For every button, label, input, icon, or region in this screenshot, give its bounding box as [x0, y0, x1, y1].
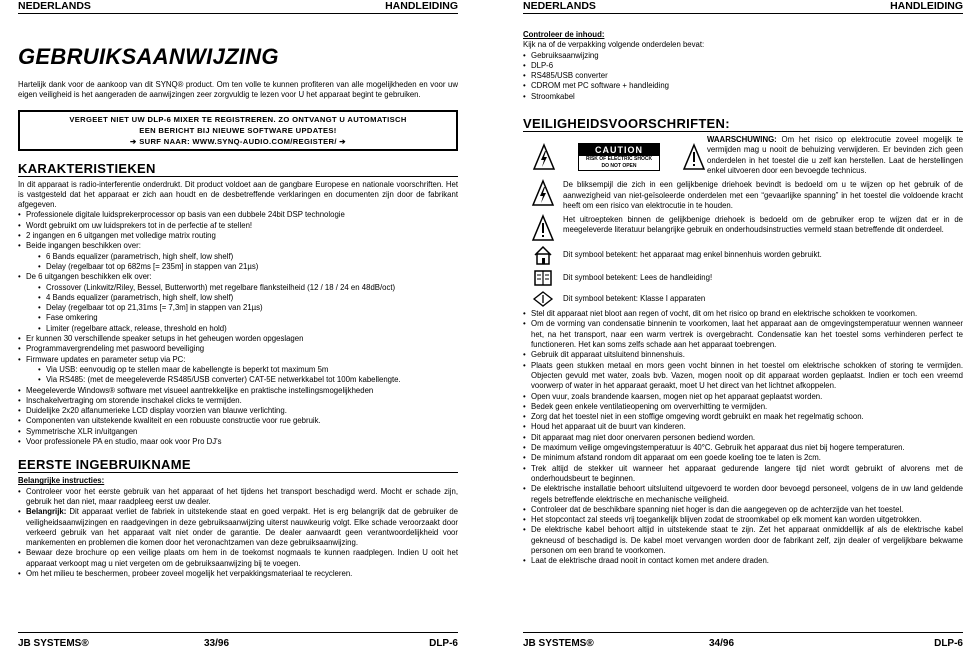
exclamation-triangle-icon	[532, 215, 554, 241]
list-item: • Houd het apparaat uit de buurt van kinderen.	[523, 422, 963, 432]
list-item: • Componenten van uitstekende kwaliteit en een robuuste constructie voor rue gebruik.	[18, 416, 458, 426]
caution-label-graphic	[523, 135, 707, 171]
footer-page-number: 34/96	[709, 638, 735, 649]
right-page	[523, 0, 963, 654]
list-item: • CDROM met PC software + handleiding	[523, 81, 963, 91]
list-item: • Bedek geen enkele ventilatieopening om oververhitting te vermijden.	[523, 402, 963, 412]
contents-intro: Kijk na of de verpakking volgende onderdelen bevat:	[523, 40, 705, 50]
section-heading-first-use: EERSTE INGEBRUIKNAME	[18, 457, 458, 473]
warning-text: Om het risico op elektrocutie zoveel mogelijk te vermijden mag u nooit de behuizing verwijderen. Er bevinden zich geen onderdelen in het toestel die u zelf kan herstellen. Laat de herstellingen enkel uitvoeren door een bevoegde technicus.	[707, 135, 963, 175]
sub-list-item: • Via USB: eenvoudig op te stellen maar de kabellengte is beperkt tot maximum 5m	[38, 365, 458, 375]
notice-line-2: EEN BERICHT BIJ NIEUWE SOFTWARE UPDATES!	[139, 125, 337, 135]
symbol-row-class1	[523, 291, 963, 307]
list-item: • RS485/USB converter	[523, 71, 963, 81]
warning-label: WAARSCHUWING:	[707, 135, 777, 145]
list-item: • Professionele digitale luidsprekerprocessor op basis van een dubbele 24bit DSP technologie	[18, 210, 458, 220]
list-item: • Meegeleverde Windows® software met visueel aantrekkelijke en praktische instellingsmogelijkheden	[18, 386, 458, 396]
footer-brand: JB SYSTEMS®	[523, 638, 594, 649]
sub-list-item: • Delay (regelbaar tot op 682ms [= 235m] in stappen van 21µs)	[38, 262, 458, 272]
sub-list-item: • 4 Bands equalizer (parametrisch, high shelf, low shelf)	[38, 293, 458, 303]
lightning-triangle-icon	[533, 144, 555, 170]
list-item: • De maximum veilige omgevingstemperatuur is 40°C. Gebruik het apparaat dus niet bij hogere temperaturen.	[523, 443, 963, 453]
list-item: • Dit apparaat mag niet door onervaren personen bediend worden.	[523, 433, 963, 443]
list-item: • Het stopcontact zal steeds vrij toegankelijk blijven zodat de stroomkabel op elk moment kan worden uitgetrokken.	[523, 515, 963, 525]
list-item: • Symmetrische XLR in/uitgangen	[18, 427, 458, 437]
caution-title: CAUTION	[579, 144, 659, 156]
footer-model: DLP-6	[429, 638, 458, 649]
house-icon	[533, 245, 553, 265]
safety-list	[523, 309, 963, 566]
warning-paragraph	[707, 135, 963, 176]
sub-list-item: • 6 Bands equalizer (parametrisch, high shelf, low shelf)	[38, 252, 458, 262]
features-list	[18, 210, 458, 447]
page-header	[523, 0, 963, 14]
right-body	[523, 30, 963, 567]
left-page	[18, 0, 458, 654]
list-item: • Voor professionele PA en studio, maar ook voor Pro DJ's	[18, 437, 458, 447]
list-item-text: Firmware updates en parameter setup via PC:	[26, 354, 186, 364]
page-header	[18, 0, 458, 14]
header-doc-type: HANDLEIDING	[385, 0, 458, 12]
contents-heading: Controleer de inhoud:	[523, 30, 605, 39]
list-item: • Programmavergrendeling met paswoord beveiliging	[18, 344, 458, 354]
list-item: • Duidelijke 2x20 alfanumerieke LCD display voorzien van blauwe verlichting.	[18, 406, 458, 416]
symbol-row-exclamation	[523, 215, 963, 241]
list-item: • Zorg dat het toestel niet in een stoffige omgeving wordt gebruikt en maak het regelmatig schoon.	[523, 412, 963, 422]
section-heading-features: KARAKTERISTIEKEN	[18, 161, 458, 177]
intro-paragraph: Hartelijk dank voor de aankoop van dit SYNQ® product. Om ten volle te kunnen profiteren van alle mogelijkheden en voor uw eigen veiligheid is het aangeraden de aanwijzingen zeer zorgvuldig te lezen voor U het apparaat begint te gebruiken.	[18, 80, 458, 100]
caution-sub-2: DO NOT OPEN	[601, 163, 637, 170]
footer-model: DLP-6	[934, 638, 963, 649]
symbol-text: Dit symbool betekent: Klasse I apparaten	[563, 294, 706, 303]
list-item: • Controleer dat de beschikbare spanning niet hoger is dan die aangegeven op de achterzijde van het toestel.	[523, 505, 963, 515]
list-item: • Stel dit apparaat niet bloot aan regen of vocht, dit om het risico op brand en elektrische schokken te voorkomen.	[523, 309, 963, 319]
class-one-icon	[533, 291, 553, 307]
lightning-triangle-icon	[532, 180, 554, 206]
symbol-row-indoor	[523, 245, 963, 265]
list-item	[18, 241, 458, 272]
symbol-row-manual	[523, 269, 963, 287]
list-item-text: De 6 uitgangen beschikken elk over:	[26, 272, 152, 282]
caution-sub-1: RISK OF ELECTRIC SHOCK	[585, 156, 653, 163]
page-footer	[18, 632, 458, 654]
page-footer	[523, 632, 963, 654]
list-item: • Open vuur, zoals brandende kaarsen, mogen niet op het apparaat geplaatst worden.	[523, 392, 963, 402]
sub-list-item: • Via RS485: (met de meegeleverde RS485/USB converter) CAT-5E netwerkkabel tot 100m kabellengte.	[38, 375, 458, 385]
list-item-text: Beide ingangen beschikken over:	[26, 241, 141, 251]
footer-page-number: 33/96	[204, 638, 230, 649]
symbol-text: Dit symbool betekent: Lees de handleiding!	[563, 273, 713, 282]
symbol-text: Dit symbool betekent: het apparaat mag enkel binnenhuis worden gebruikt.	[563, 250, 822, 259]
important-label: Belangrijk:	[26, 507, 67, 517]
list-item: • Trek altijd de stekker uit wanneer het apparaat gedurende langere tijd niet wordt gebruikt of alvorens met de onderhoudsbeurt te beginnen.	[523, 464, 963, 485]
caution-block	[523, 135, 963, 176]
sub-list-item: • Crossover (Linkwitz/Riley, Bessel, Butterworth) met regelbare flanksteilheid (12 / 18 / 24 en 48dB/oct)	[38, 283, 458, 293]
list-item: • Inschakelvertraging om storende inschakel clicks te vermijden.	[18, 396, 458, 406]
list-item: • Om de vorming van condensatie binnenin te voorkomen, laat het apparaat aan de omgevingstemperatuur wennen wanneer het, na het transport, naar een warm vertrek is overgebracht. Condensatie kan het toestel soms verhinderen perfect te functioneren. Het kan soms zelfs schade aan het apparaat toebrengen.	[523, 319, 963, 350]
notice-line-3: ➔ SURF NAAR: WWW.SYNQ-AUDIO.COM/REGISTER/ ➔	[130, 136, 346, 146]
registration-notice	[18, 110, 458, 151]
list-item: • Gebruiksaanwijzing	[523, 51, 963, 61]
first-use-list	[18, 487, 458, 580]
contents-list	[523, 51, 963, 102]
book-icon	[533, 269, 553, 287]
sub-list-item: • Limiter (regelbare attack, release, threshold en hold)	[38, 324, 458, 334]
section-heading-safety: VEILIGHEIDSVOORSCHRIFTEN:	[523, 116, 963, 132]
header-language: NEDERLANDS	[523, 0, 596, 12]
list-item: • De elektrische installatie behoort uitsluitend uitgevoerd te worden door bevoegd personeel, volgens de in uw land geldende regels betreffende elektrische en mechanische veiligheid.	[523, 484, 963, 505]
subheading-instructions: Belangrijke instructies:	[18, 476, 105, 486]
list-item: • DLP-6	[523, 61, 963, 71]
exclamation-triangle-icon	[683, 144, 705, 170]
list-item: • Laat de elektrische draad nooit in contact komen met andere draden.	[523, 556, 963, 566]
list-item: • Er kunnen 30 verschillende speaker setups in het geheugen worden opgeslagen	[18, 334, 458, 344]
list-item	[18, 507, 458, 548]
list-item: • De elektrische kabel behoort altijd in uitstekende staat te zijn. Zet het apparaat onmiddellijk af als de elektrische kabel gekneusd of beschadigd is. De kabel moet vervangen worden door de fabrikant zelf, zijn dealer of vergelijkbare bekwame personen om een brand te voorkomen.	[523, 525, 963, 556]
sub-list-item: • Delay (regelbaar tot op 21,31ms [= 7,3m] in stappen van 21µs)	[38, 303, 458, 313]
list-item	[18, 355, 458, 386]
list-item: • Bewaar deze brochure op een veilige plaats om hem in de toekomst nogmaals te kunnen raadplegen. Indien U ooit het apparaat verkoopt mag u niet vergeten om de gebruiksaanwijzing bij te voegen.	[18, 548, 458, 569]
list-item: • Wordt gebruikt om uw luidsprekers tot in de perfectie af te stellen!	[18, 221, 458, 231]
symbol-text: Het uitroepteken binnen de gelijkbenige driehoek is bedoeld om de gebruiker erop te wijzen dat er in de meegeleverde literatuur belangrijke gebruik en onderhoudsinstructies vermeld staan betreffende dit onderdeel.	[563, 215, 963, 235]
list-item: • De minimum afstand rondom dit apparaat om een goede koeling toe te laten is 2cm.	[523, 453, 963, 463]
list-item-text: Dit apparaat verliet de fabriek in uitstekende staat en goed verpakt. Het is erg belangrijk dat de gebruiker de veiligheidsaanwijzingen en raadgevingen in deze gebruiksaanwijzing uiterst nauwkeurig volgt. Elke schade veroorzaakt door verkeerd gebruik van het apparaat valt niet onder de garantie. De dealer aanvaardt geen verantwoordelijkheid voor mankementen en problemen die komen door het veronachtzamen van deze gebruiksaanwijzing.	[26, 507, 458, 548]
header-language: NEDERLANDS	[18, 0, 91, 12]
list-item: • Plaats geen stukken metaal en mors geen vocht binnen in het toestel om elektrische schokken of storing te vermijden. Objecten gevuld met water, zoals bvb. Vazen, mogen nooit op dit apparaat worden geplaatst. Indien er toch een vreemd voorwerp of water in het apparaat geraakt, moet U het direct van het lichtnet afkoppelen.	[523, 361, 963, 392]
page-title: GEBRUIKSAANWIJZING	[18, 44, 279, 69]
left-body	[18, 45, 458, 579]
header-doc-type: HANDLEIDING	[890, 0, 963, 12]
list-item: • Gebruik dit apparaat uitsluitend binnenshuis.	[523, 350, 963, 360]
sub-list-item: • Fase omkering	[38, 313, 458, 323]
caution-label	[578, 143, 660, 171]
list-item: • Om het milieu te beschermen, probeer zoveel mogelijk het verpakkingsmateriaal te recycleren.	[18, 569, 458, 579]
symbol-row-lightning	[523, 180, 963, 211]
list-item	[18, 272, 458, 334]
features-intro: In dit apparaat is radio-interferentie onderdrukt. Dit product voldoet aan de gangbare Europese en nationale voorschriften. Het is vastgesteld dat het apparaat er zich aan houdt en de desbetreffende verklaringen en documenten zijn door de fabrikant afgegeven.	[18, 179, 458, 210]
notice-line-1: VERGEET NIET UW DLP-6 MIXER TE REGISTREREN. ZO ONTVANGT U AUTOMATISCH	[69, 114, 407, 124]
list-item: • 2 ingangen en 6 uitgangen met volledige matrix routing	[18, 231, 458, 241]
list-item: • Controleer voor het eerste gebruik van het apparaat of het tijdens het transport beschadigd werd. Mocht er schade zijn, gebruik het dan niet, maar raadpleeg eerst uw dealer.	[18, 487, 458, 508]
symbol-text: De bliksempijl die zich in een gelijkbenige driehoek bevindt is bedoeld om u te wijzen op het gebruik of de aanwezigheid van niet-geïsoleerde onderdelen met een “gevaarlijke spanning” in het toestel die voldoende kracht heeft om een risico van elektrocutie in te houden.	[563, 180, 963, 210]
footer-brand: JB SYSTEMS®	[18, 638, 89, 649]
list-item: • Stroomkabel	[523, 92, 963, 102]
